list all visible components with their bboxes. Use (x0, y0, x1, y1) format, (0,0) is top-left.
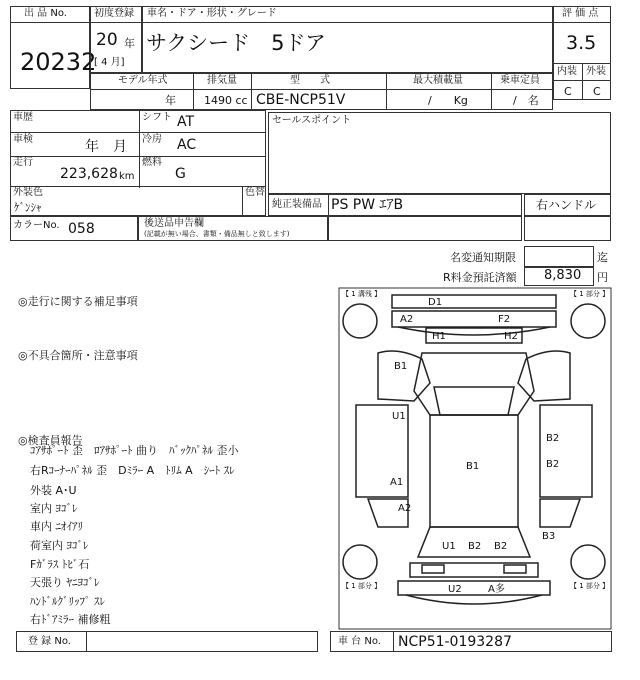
model-year-unit: 年 (165, 94, 176, 107)
ext-color-label: 外装色 (13, 187, 43, 198)
damage-mark: A多 (488, 584, 505, 595)
exterior-grade: C (593, 85, 601, 98)
damage-mark: B2 (546, 459, 560, 470)
damage-mark: U1 (392, 411, 406, 422)
damage-mark: U1 (442, 541, 456, 552)
report-line: 車内 ﾆｵｲｱﾘ (30, 520, 83, 533)
damage-mark: A2 (398, 503, 412, 514)
report-line: ｺｱｻﾎﾟｰﾄ 歪 ﾛｱｻﾎﾟｰﾄ 曲り ﾊﾞｯｸﾊﾟﾈﾙ 歪小 (30, 444, 239, 457)
report-line: 天張り ﾔﾆﾖｺﾞﾚ (30, 576, 100, 589)
capacity-label: 乗車定員 (500, 75, 540, 86)
damage-mark: H1 (432, 331, 446, 342)
inspection-value: 年 月 (85, 139, 127, 155)
type-value: CBE-NCP51V (256, 92, 346, 108)
displacement-label: 排気量 (207, 75, 237, 86)
equipment-value: PS PW ｴｱB (331, 197, 404, 213)
mileage-value: 223,628 (60, 166, 118, 182)
max-load-label: 最大積載量 (413, 75, 463, 86)
recycle-value: 8,830 (544, 268, 582, 283)
report-line: 右ﾄﾞｱﾐﾗｰ 補修粗 (30, 613, 111, 626)
first-registration-label: 初度登録 (94, 8, 134, 19)
mileage-label: 走行 (13, 157, 33, 168)
damage-mark: B2 (468, 541, 482, 552)
registration-month: [ 4 月] (94, 57, 125, 68)
damage-mark: F2 (498, 314, 511, 325)
exterior-label: 外装 (586, 66, 606, 77)
displacement-value: 1490 cc (204, 94, 248, 107)
name-change-label: 名変通知期限 (450, 251, 516, 264)
damage-mark: A2 (400, 314, 414, 325)
equipment-label: 純正装備品 (272, 199, 322, 210)
max-load-value: / Kg (428, 94, 468, 107)
shift-value: AT (177, 114, 195, 130)
tire-front-right-label: 【 1 部分 】 (570, 290, 610, 298)
registration-year-unit: 年 (124, 37, 135, 50)
recycle-unit: 円 (597, 271, 608, 284)
ac-label: 冷房 (142, 134, 162, 145)
sales-points-label: セールスポイント (272, 115, 352, 126)
score-value: 3.5 (566, 32, 597, 54)
report-line: 荷室内 ﾖｺﾞﾚ (30, 539, 89, 552)
name-change-field (524, 246, 594, 268)
shift-label: シフト (142, 112, 172, 123)
damage-mark: A1 (390, 477, 404, 488)
name-change-unit: 迄 (597, 251, 608, 264)
inspector-report-title: ◎検査員報告 (18, 434, 83, 447)
color-no-value: 058 (68, 221, 95, 237)
damage-mark: U2 (448, 584, 462, 595)
fuel-label: 燃料 (142, 157, 162, 168)
type-label: 型 式 (290, 75, 330, 86)
model-year-label: モデル年式 (118, 75, 168, 86)
defects-title: ◎不具合箇所・注意事項 (18, 349, 138, 362)
damage-mark: B2 (546, 433, 560, 444)
aftermarket-extra-box (328, 216, 522, 241)
details-left (10, 110, 266, 216)
aftermarket-note: (記載が無い場合、書類・備品無しと致します) (144, 230, 290, 238)
car-name-label: 車名・ドア・形状・グレード (147, 8, 277, 19)
tire-rear-right-label: 【 1 部分 】 (570, 582, 610, 590)
driving-notes-title: ◎走行に関する補足事項 (18, 295, 138, 308)
score-label: 評 価 点 (562, 8, 599, 19)
damage-mark: B2 (494, 541, 508, 552)
mileage-unit: km (119, 171, 135, 182)
capacity-value: / 名 (513, 94, 539, 107)
chassis-no-label: 車 台 No. (338, 636, 381, 647)
interior-grade: C (564, 85, 572, 98)
registration-no-label: 登 録 No. (28, 636, 71, 647)
report-line: Fｶﾞﾗｽ ﾄﾋﾞ石 (30, 558, 90, 571)
damage-mark: B1 (394, 361, 408, 372)
report-line: 室内 ﾖｺﾞﾚ (30, 502, 78, 515)
aftermarket-label: 後送品申告欄 (144, 218, 204, 229)
color-change-label: 色替 (245, 187, 265, 198)
history-label: 車歴 (13, 112, 33, 123)
tire-front-left-label: 【 1 溝残 】 (342, 290, 382, 298)
damage-mark: B1 (466, 461, 480, 472)
ac-value: AC (177, 137, 197, 153)
report-line: ﾊﾝﾄﾞﾙｸﾞﾘｯﾌﾟ ｽﾚ (30, 595, 105, 608)
lot-number-label: 出 品 No. (24, 8, 67, 19)
damage-mark: D1 (428, 297, 443, 308)
recycle-label: R料金預託済額 (443, 271, 517, 284)
inspection-label: 車検 (13, 134, 33, 145)
tire-rear-left-label: 【 1 部分 】 (342, 582, 382, 590)
report-line: 外装 A･U (30, 484, 77, 497)
lot-number: 20232 (20, 48, 97, 76)
chassis-no-value: NCP51-0193287 (398, 634, 512, 650)
registration-year: 20 (96, 30, 118, 50)
car-name: サクシード 5ドア (146, 31, 326, 55)
interior-label: 内装 (557, 66, 577, 77)
color-no-label: カラーNo. (13, 220, 60, 231)
fuel-value: G (175, 166, 186, 182)
car-damage-diagram (338, 287, 612, 630)
extra-box-right (524, 216, 611, 241)
report-line: 右Rｺｰﾅｰﾊﾟﾈﾙ 歪 Dﾐﾗｰ A ﾄﾘﾑ A ｼｰﾄ ｽﾚ (30, 464, 235, 477)
ext-color-value: ｹﾞﾝｼｬ (14, 201, 42, 214)
damage-mark: H2 (504, 331, 518, 342)
damage-mark: B3 (542, 531, 556, 542)
steering-value: 右ハンドル (536, 198, 597, 212)
